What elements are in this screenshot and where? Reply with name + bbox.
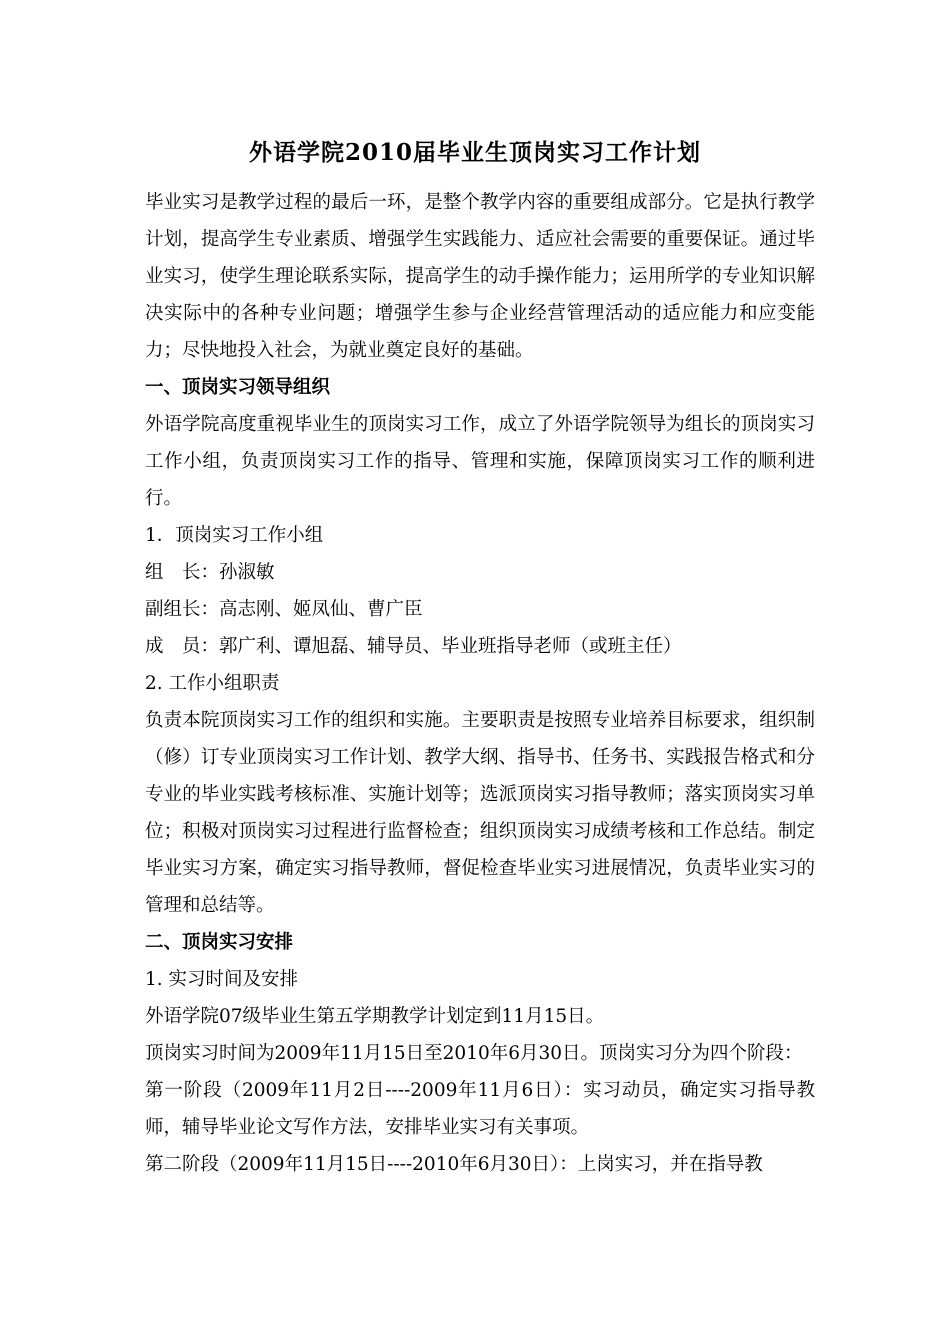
document-title: 外语学院2010届毕业生顶岗实习工作计划 [248, 139, 701, 166]
intro-paragraph: 毕业实习是教学过程的最后一环，是整个教学内容的重要组成部分。它是执行教学计划，提高学生专业素质、增强学生实践能力、适应社会需要的重要保证。通过毕业实习，使学生理论联系实际，提高学生的动手操作能力；运用所学的专业知识解决实际中的各种专业问题；增强学生参与企业经营管理活动的适应能力和应变能力；尽快地投入社会，为就业奠定良好的基础。 [145, 192, 815, 361]
duties-paragraph: 负责本院顶岗实习工作的组织和实施。主要职责是按照专业培养目标要求，组织制（修）订专业顶岗实习工作计划、教学大纲、指导书、任务书、实践报告格式和分专业的毕业实践考核标准、实施计划等；选派顶岗实习指导教师；落实顶岗实习单位；积极对顶岗实习过程进行监督检查；组织顶岗实习成绩考核和工作总结。制定毕业实习方案，确定实习指导教师，督促检查毕业实习进展情况，负责毕业实习的管理和总结等。 [145, 710, 815, 916]
subheading-work-group: 1．顶岗实习工作小组 [145, 525, 324, 546]
document-body [145, 184, 815, 1183]
section-heading-arrangement: 二、顶岗实习安排 [145, 932, 294, 953]
subheading-duties: 2. 工作小组职责 [145, 673, 280, 694]
subheading-schedule: 1. 实习时间及安排 [145, 969, 299, 990]
vice-leader-line: 副组长：高志刚、姬凤仙、曹广臣 [145, 599, 423, 620]
schedule-line-1: 外语学院07级毕业生第五学期教学计划定到11月15日。 [145, 1006, 605, 1027]
section-heading-leadership: 一、顶岗实习领导组织 [145, 377, 331, 398]
stage-2-paragraph: 第二阶段（2009年11月15日----2010年6月30日）：上岗实习，并在指导教 [145, 1154, 763, 1175]
leadership-paragraph: 外语学院高度重视毕业生的顶岗实习工作，成立了外语学院领导为组长的顶岗实习工作小组，负责顶岗实习工作的指导、管理和实施，保障顶岗实习工作的顺利进行。 [145, 414, 815, 509]
stage-1-paragraph: 第一阶段（2009年11月2日----2009年11月6日）：实习动员，确定实习指导教师，辅导毕业论文写作方法，安排毕业实习有关事项。 [145, 1080, 815, 1138]
schedule-line-2: 顶岗实习时间为2009年11月15日至2010年6月30日。顶岗实习分为四个阶段： [145, 1043, 803, 1064]
group-leader-line: 组 长：孙淑敏 [145, 562, 275, 583]
members-line: 成 员：郭广利、谭旭磊、辅导员、毕业班指导老师（或班主任） [145, 636, 682, 657]
